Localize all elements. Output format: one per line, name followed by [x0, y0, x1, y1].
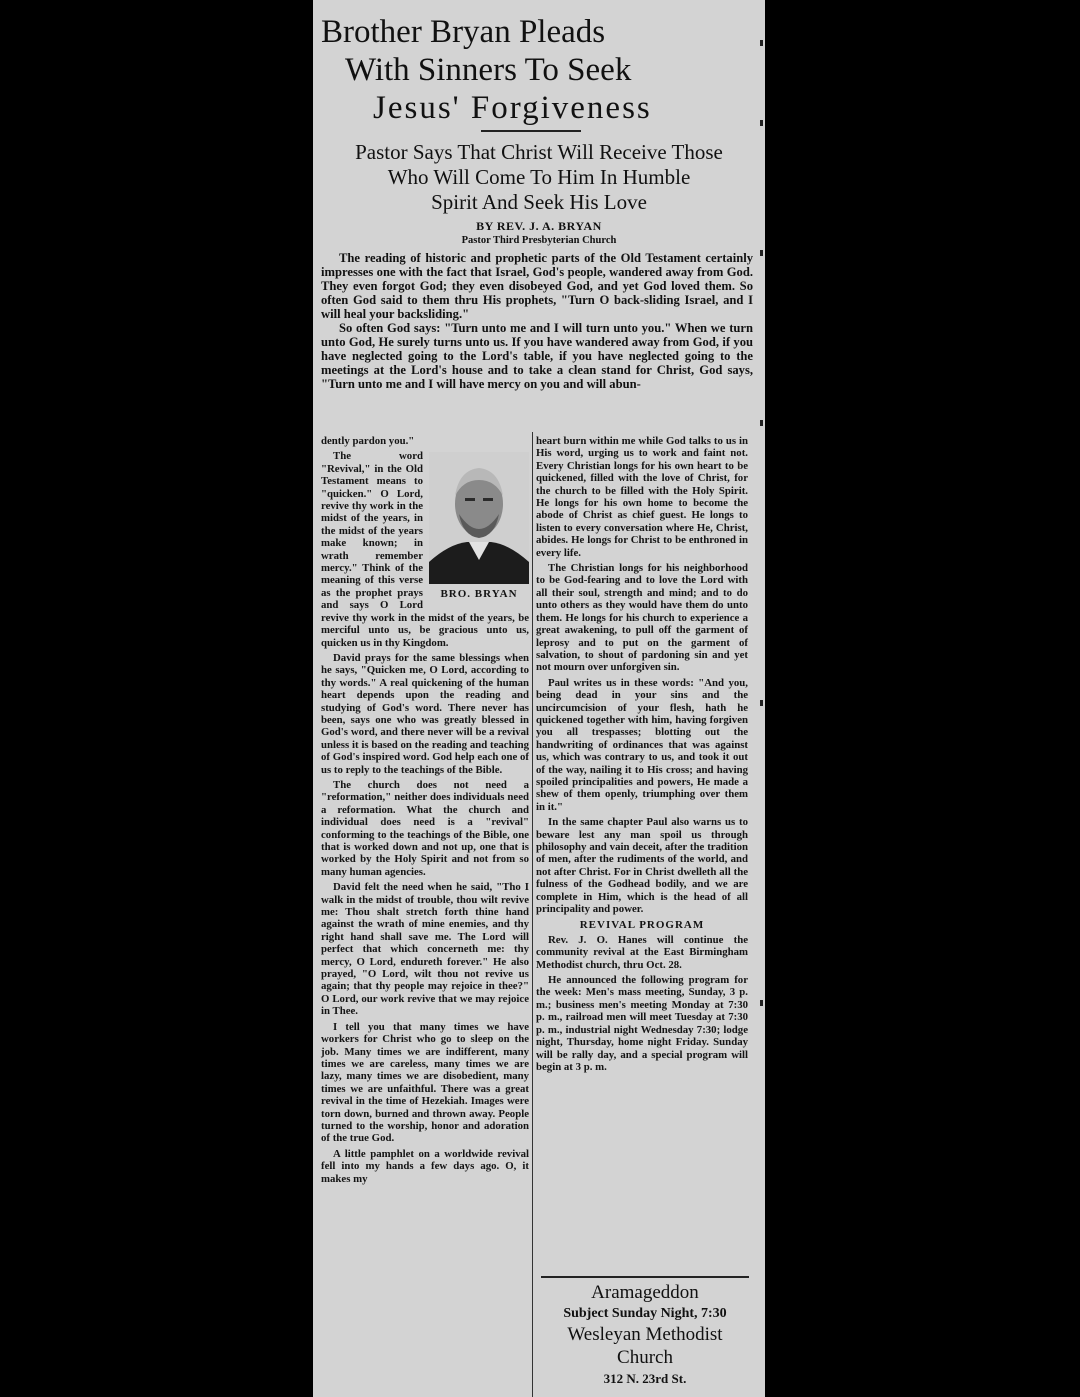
- column-left: [321, 435, 529, 1395]
- column-paragraph: The church does not need a "reformation," neither does individuals need a reformation. What the church and individual does need is a "revival" conforming to the teachings of the Bible, one that is worked down and not up, one that is worked by the Holy Spirit and not from so many human agencies.: [321, 778, 529, 878]
- headline-line-3: Jesus' Forgiveness: [373, 90, 652, 126]
- ad-subject-line: Subject Sunday Night, 7:30: [563, 1306, 727, 1321]
- byline: BY REV. J. A. BRYAN: [476, 219, 602, 233]
- column-paragraph: I tell you that many times we have workers for Christ who go to sleep on the job. Many times we are indifferent, many times we are careless, many times we are lazy, many times we are disobedient, many times we are unfaithful. There was a great revival in the time of Hezekiah. Images were torn down, burned and thrown away. People turned to the worship, honor and adoration of the true God.: [321, 1020, 529, 1145]
- portrait-photo: [429, 452, 529, 600]
- revival-program-heading: REVIVAL PROGRAM: [579, 919, 705, 932]
- ad-sermon-title: Aramageddon: [591, 1282, 699, 1303]
- ad-church-name: Wesleyan Methodist: [567, 1324, 723, 1345]
- lead-paragraphs: [321, 251, 753, 391]
- column-paragraph: heart burn within me while God talks to us in His word, urging us to work and faint not. Every Christian longs for his own heart to be quickened, filled with the love of Christ, for the church to be filled with the Holy Spirit. He longs for his own home to become the abode of Christ as chief guest. He longs to listen to every conversation where He, Christ, abides. He longs for Christ to be enthroned in every life.: [536, 435, 748, 559]
- subhead-line-1: Pastor Says That Christ Will Receive Those: [355, 140, 723, 164]
- edge-mark: [760, 420, 763, 426]
- revival-program-paragraph: Rev. J. O. Hanes will continue the community revival at the East Birmingham Methodist church, thru Oct. 28.: [536, 933, 748, 971]
- subhead-line-2: Who Will Come To Him In Humble: [387, 165, 691, 189]
- headline-line-2: With Sinners To Seek: [345, 52, 632, 88]
- edge-mark: [760, 250, 763, 256]
- church-advertisement: [541, 1276, 749, 1396]
- column-paragraph: The Christian longs for his neighborhood to be God-fearing and to love the Lord with all their soul, strength and mind; and to do unto others as they would have them do unto them. He longs for his church to experience a great awakening, to pull off the garment of leprosy and to put on the garment of salvation, to shout of pardoning sin and yet not mourn over unforgiven sin.: [536, 562, 748, 674]
- column-right: [536, 435, 748, 1275]
- edge-mark: [760, 700, 763, 706]
- portrait-image: [429, 452, 529, 584]
- column-paragraph: Paul writes us in these words: "And you, being dead in your sins and the uncircumcision of your flesh, hath he quickened together with him, having forgiven you all trespasses; blotting out the handwriting of ordinances that was against us, which was contrary to us, and took it out of the way, nailing it to His cross; and having spoiled principalities and powers, He made a shew of them openly, triumphing over them in it.": [536, 676, 748, 813]
- revival-program-paragraph: He announced the following program for the week: Men's mass meeting, Sunday, 3 p. m.; business men's meeting Monday at 7:30 p. m., railroad men will meet Tuesday at 7:30 p. m., industrial night Wednesday 7:30; lodge night, Thursday, home night Friday. Sunday will be rally day, and a special program will begin at 3 p. m.: [536, 974, 748, 1073]
- column-paragraph: A little pamphlet on a worldwide revival fell into my hands a few days ago. O, it makes my: [321, 1147, 529, 1185]
- ad-church-word: Church: [617, 1347, 673, 1368]
- column-paragraph: dently pardon you.": [321, 435, 415, 447]
- pastor-line: Pastor Third Presbyterian Church: [461, 235, 617, 246]
- subhead-line-3: Spirit And Seek His Love: [431, 190, 647, 214]
- headline-line-1: Brother Bryan Pleads: [321, 14, 606, 50]
- column-paragraph: In the same chapter Paul also warns us to beware lest any man spoil us through philosophy and vain deceit, after the tradition of men, after the rudiments of the world, and not after Christ. For in Christ dwelleth all the fulness of the Godhead bodily, and we are complete in Him, which is the head of all principality and power.: [536, 816, 748, 916]
- newspaper-clipping: [313, 0, 765, 1397]
- headline-rule: [481, 130, 581, 132]
- column-paragraph: David felt the need when he said, "Tho I walk in the midst of trouble, thou wilt revive me: Thou shalt stretch forth thine hand against the wrath of mine enemies, and thy right hand shall save me. The Lord will perfect that which concerneth me: thy mercy, O Lord, endureth forever." He also prayed, "O Lord, wilt thou not revive us again; that thy people may rejoice in thee?" O Lord, our work revive that we may rejoice in Thee.: [321, 881, 529, 1018]
- lead-paragraph: So often God says: "Turn unto me and I will turn unto you." When we turn unto God, He surely turns unto us. If you have wandered away from God, if you have neglected going to the Lord's table, if you have neglected going to the meetings at the Lord's house and to take a clean stand for Christ, God says, "Turn unto me and I will have mercy on you and will abun-: [321, 321, 753, 391]
- column-paragraph: The word "Revival," in the Old Testament means to "quicken." O Lord, revive thy work in the midst of the years, in the midst of the years make known; in wrath remember mercy." Think of the meaning of this verse as the prophet prays and says O Lord revive thy work in the midst of the years, be merciful unto us, be gracious unto us, quicken us in thy Kingdom.: [321, 450, 529, 649]
- ad-address: 312 N. 23rd St.: [603, 1371, 687, 1386]
- column-paragraph: David prays for the same blessings when he says, "Quicken me, O Lord, according to thy words." A real quickening of the human heart depends upon the reading and studying of God's word. There never has been, says one who was greatly blessed in God's word, and there never will be a revival unless it is based on the reading and teaching of God's inspired word. God help each one of us to reply to the teachings of the Bible.: [321, 651, 529, 776]
- edge-mark: [760, 1000, 763, 1006]
- column-divider: [532, 432, 533, 1397]
- lead-paragraph: The reading of historic and prophetic parts of the Old Testament certainly impresses one with the fact that Israel, God's people, wandered away from God. They even forgot God; they even disobeyed God, and yet God loved them. So often God said to them thru His prophets, "Turn O back-sliding Israel, and I will heal your backsliding.": [321, 251, 753, 321]
- photo-caption: BRO. BRYAN: [440, 588, 518, 600]
